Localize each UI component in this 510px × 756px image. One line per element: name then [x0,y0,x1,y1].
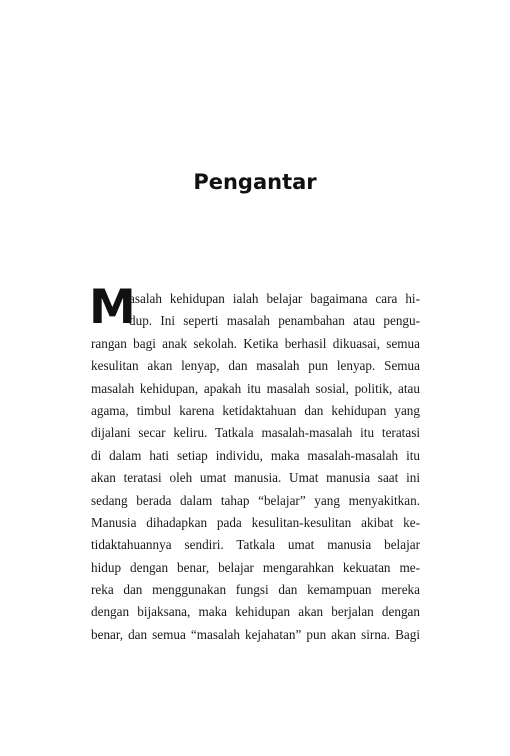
text-line: dijalani secar keliru. Tatkala masalah-masalah itu teratasi [91,425,420,441]
text-line: sedang berada dalam tahap “belajar” yang menyakitkan. [91,492,420,508]
text-line: agama, timbul karena ketidaktahuan dan kehidupan yang [91,402,420,418]
text-line: dup. Ini seperti masalah penambahan atau pengu- [129,313,420,329]
drop-cap-letter: M [89,280,136,335]
text-line: tidaktahuannya sendiri. Tatkala umat manusia belajar [91,537,420,553]
text-line: reka dan menggunakan fungsi dan kemampuan mereka [91,582,420,598]
text-line: Manusia dihadapkan pada kesulitan-kesulitan akibat ke- [91,514,420,530]
text-line: di dalam hati setiap individu, maka masalah-masalah itu [91,447,420,463]
text-line: rangan bagi anak sekolah. Ketika berhasil dikuasai, semua [91,335,420,351]
text-line: kesulitan akan lenyap, dan masalah pun lenyap. Semua [91,358,420,374]
text-line: dengan bijaksana, maka kehidupan akan berjalan dengan [91,604,420,620]
text-line: hidup dengan benar, belajar mengarahkan kekuatan me- [91,559,420,575]
body-paragraph [89,280,420,646]
chapter-title: Pengantar [193,170,317,194]
text-line: asalah kehidupan ialah belajar bagaimana cara hi- [129,291,420,306]
text-line: akan teratasi oleh umat manusia. Umat manusia saat ini [91,470,420,486]
text-line: masalah kehidupan, apakah itu masalah sosial, politik, atau [91,380,420,396]
text-line: benar, dan semua “masalah kejahatan” pun akan sirna. Bagi [91,626,420,642]
